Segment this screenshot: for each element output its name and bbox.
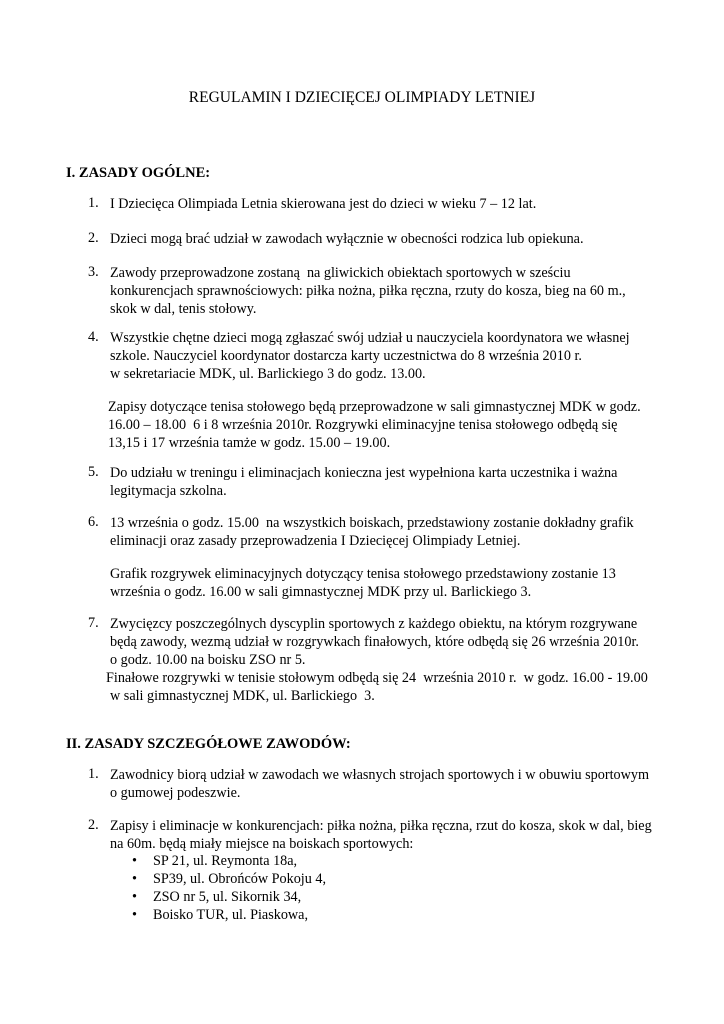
item-number: 5. [88,464,99,480]
item-7-continuation: Finałowe rozgrywki w tenisie stołowym odbędą się 24 września 2010 r. w godz. 16.00 - 19.00 w sali gimnastycznej MDK, ul. Barlickiego 3. [106,670,648,704]
item-6-subparagraph: Grafik rozgrywek eliminacyjnych dotyczący tenisa stołowego przedstawiony zostanie 13 września o godz. 16.00 w sali gimnastycznej MDK przy ul. Barlickiego 3. [110,566,616,600]
item-2-text: Dzieci mogą brać udział w zawodach wyłącznie w obecności rodzica lub opiekuna. [110,231,584,247]
bullet-icon: • [132,889,137,905]
item-4-subparagraph: Zapisy dotyczące tenisa stołowego będą przeprowadzone w sali gimnastycznej MDK w godz. 16.00 – 18.00 6 i 8 września 2010r. Rozgrywki eliminacyjne tenisa stołowego odbędą się 13,15 i 17 września tamże w godz. 15.00 – 19.00. [108,399,641,451]
list-item: ZSO nr 5, ul. Sikornik 34, [153,889,302,905]
item-6-text: 13 września o godz. 15.00 na wszystkich boiskach, przedstawiony zostanie dokładny grafik eliminacji oraz zasady przeprowadzenia I Dziecięcej Olimpiady Letniej. [110,515,634,549]
item-number: 1. [88,195,99,211]
item-number: 7. [88,615,99,631]
item-number: 1. [88,766,99,782]
item-7-text: Zwycięzcy poszczególnych dyscyplin sportowych z każdego obiektu, na którym rozgrywane będą zawody, wezmą udział w rozgrywkach finałowych, które odbędą się 26 września 2010r. o godz. 10.00 na boisku ZSO nr 5. [110,616,639,668]
bullet-icon: • [132,853,137,869]
item-1-text: I Dziecięca Olimpiada Letnia skierowana jest do dzieci w wieku 7 – 12 lat. [110,196,537,212]
section-2-heading: II. ZASADY SZCZEGÓŁOWE ZAWODÓW: [66,736,351,752]
section-2-item-2-text: Zapisy i eliminacje w konkurencjach: piłka nożna, piłka ręczna, rzut do kosza, skok w dal, bieg na 60m. będą miały miejsce na boiskach sportowych: [110,818,652,852]
item-number: 6. [88,514,99,530]
list-item: Boisko TUR, ul. Piaskowa, [153,907,309,923]
item-3-text: Zawody przeprowadzone zostaną na gliwickich obiektach sportowych w sześciu konkurencjach sprawnościowych: piłka nożna, piłka ręczna, rzuty do kosza, bieg na 60 m., skok w dal, tenis stołowy. [110,265,626,317]
list-item: SP39, ul. Obrońców Pokoju 4, [153,871,327,887]
item-number: 2. [88,230,99,246]
item-4-text: Wszystkie chętne dzieci mogą zgłaszać swój udział u nauczyciela koordynatora we własnej szkole. Nauczyciel koordynator dostarcza karty uczestnictwa do 8 września 2010 r. w sekretariacie MDK, ul. Barlickiego 3 do godz. 13.00. [110,330,630,382]
item-number: 2. [88,817,99,833]
bullet-icon: • [132,907,137,923]
bullet-icon: • [132,871,137,887]
section-2-item-1-text: Zawodnicy biorą udział w zawodach we własnych strojach sportowych i w obuwiu sportowym o gumowej podeszwie. [110,767,649,801]
item-5-text: Do udziału w treningu i eliminacjach konieczna jest wypełniona karta uczestnika i ważna legitymacja szkolna. [110,465,618,499]
item-number: 4. [88,329,99,345]
list-item: SP 21, ul. Reymonta 18a, [153,853,298,869]
document-title: REGULAMIN I DZIECIĘCEJ OLIMPIADY LETNIEJ [188,89,536,106]
item-number: 3. [88,264,99,280]
section-1-heading: I. ZASADY OGÓLNE: [66,165,211,181]
